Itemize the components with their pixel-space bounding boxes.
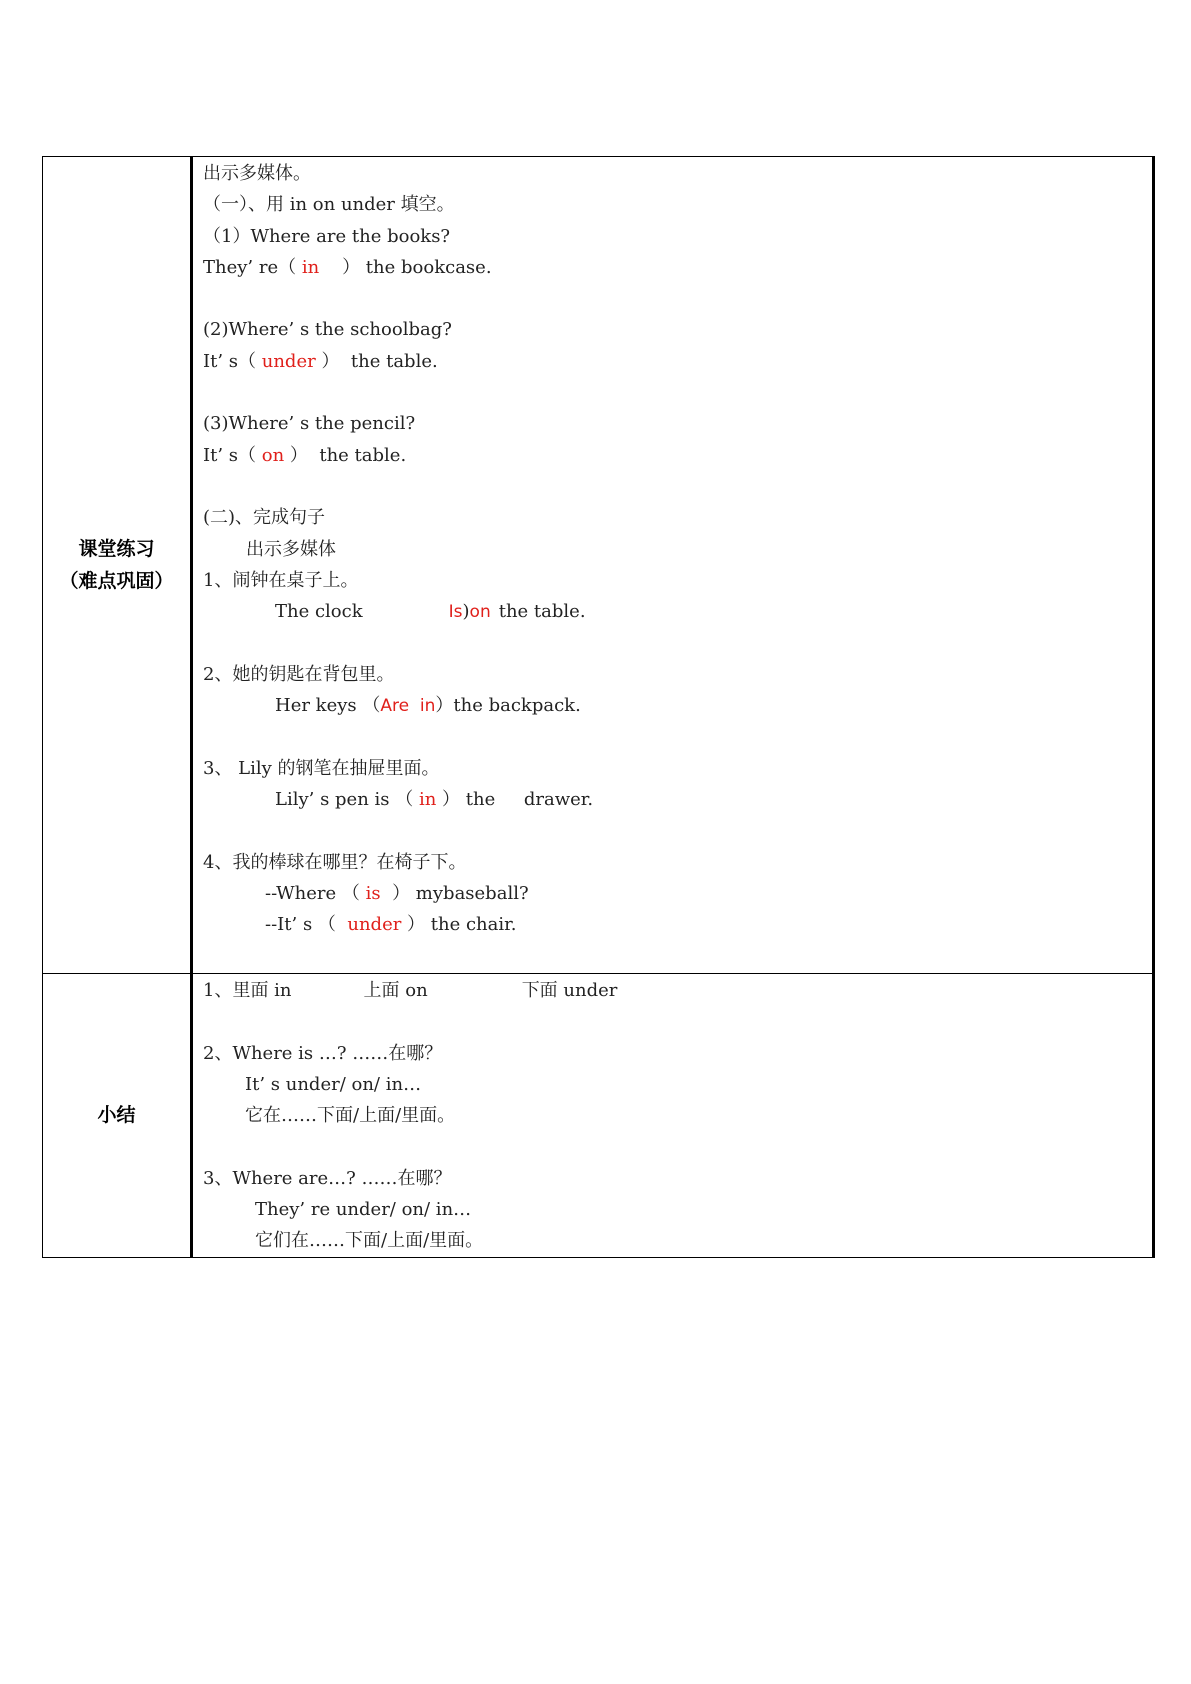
sentence-3-chinese: 3、 Lily 的钢笔在抽屉里面。 — [203, 757, 440, 779]
practice-intro: 出示多媒体。 — [203, 163, 311, 184]
sentence-4-answer-suffix: ） the chair. — [401, 914, 517, 936]
practice-label-subtitle: （难点巩固） — [59, 570, 174, 592]
answer-3-fill: on — [261, 444, 285, 466]
answer-3-suffix: ） the table. — [284, 444, 407, 466]
sentence-3-english — [203, 784, 1152, 815]
summary-label-cell — [43, 974, 192, 1258]
answer-line-2 — [203, 346, 1152, 377]
sentence-4-answer-fill: under — [347, 914, 402, 936]
sentence-4-question-prefix: --Where （ — [265, 882, 366, 904]
summary-line-4: 它在……下面/上面/里面。 — [245, 1105, 456, 1127]
lesson-plan-table — [42, 156, 1155, 1258]
summary-content — [193, 974, 1152, 1257]
summary-content-cell — [192, 974, 1154, 1258]
summary-in: 1、里面 in — [203, 980, 292, 1001]
summary-line-5: 3、Where are…? ……在哪？ — [203, 1167, 452, 1189]
sentence-2-chinese: 2、她的钥匙在背包里。 — [203, 663, 395, 685]
part2-intro: 出示多媒体 — [246, 538, 336, 560]
sentence-1-prefix: The clock — [275, 601, 363, 623]
blank-line — [203, 471, 1152, 502]
sentence-3-suffix: ） the drawer. — [436, 788, 594, 810]
answer-line-1 — [203, 252, 1152, 283]
practice-content-cell — [192, 157, 1154, 974]
blank-line — [203, 1006, 1152, 1037]
sentence-4-answer — [203, 909, 1152, 940]
answer-line-3 — [203, 440, 1152, 471]
summary-row — [43, 974, 1154, 1258]
summary-line-6: They’ re under/ on/ in… — [255, 1199, 472, 1221]
summary-line-3: It’ s under/ on/ in… — [245, 1073, 422, 1095]
practice-content — [193, 157, 1152, 940]
summary-on: 上面 on — [363, 980, 428, 1001]
sentence-3-prefix: Lily’ s pen is （ — [275, 788, 419, 810]
sentence-2-suffix: ）the backpack. — [435, 695, 581, 717]
sentence-4-question-suffix: ） mybaseball? — [380, 882, 529, 904]
blank-line — [203, 1131, 1152, 1162]
sentence-2-english — [203, 690, 1152, 721]
blank-line — [203, 815, 1152, 846]
sentence-3-fill: in — [418, 788, 437, 810]
answer-2-prefix: It’ s（ — [203, 350, 262, 372]
summary-under: 下面 under — [521, 980, 618, 1001]
blank-line — [203, 283, 1152, 314]
summary-line-2: 2、Where is …? ……在哪？ — [203, 1042, 443, 1064]
summary-line-7: 它们在……下面/上面/里面。 — [255, 1230, 484, 1252]
practice-label-cell — [43, 157, 192, 974]
part2-title: (二)、完成句子 — [203, 507, 326, 529]
sentence-1-fill-on: on — [469, 602, 491, 623]
summary-label: 小结 — [97, 1104, 136, 1127]
sentence-1-chinese: 1、闹钟在桌子上。 — [203, 569, 359, 591]
blank-line — [203, 627, 1152, 658]
summary-line-1 — [203, 975, 1152, 1006]
practice-row — [43, 157, 1154, 974]
sentence-4-question-fill: is — [365, 882, 381, 904]
sentence-2-fill: Are in — [380, 696, 436, 717]
sentence-4-answer-prefix: --It’ s （ — [265, 914, 348, 936]
answer-1-fill: in — [301, 256, 320, 278]
sentence-4-chinese: 4、我的棒球在哪里？在椅子下。 — [203, 851, 467, 873]
question-3: (3)Where’ s the pencil? — [203, 413, 416, 435]
answer-2-fill: under — [261, 350, 316, 372]
sentence-1-paren: ) — [462, 601, 470, 623]
blank-line — [203, 721, 1152, 752]
question-2: (2)Where’ s the schoolbag? — [203, 319, 452, 341]
sentence-2-prefix: Her keys （ — [275, 695, 381, 717]
part1-title: （一）、用 in on under 填空。 — [203, 194, 455, 216]
question-1: （1）Where are the books? — [203, 225, 451, 247]
sentence-1-suffix: the table. — [498, 601, 586, 623]
sentence-1-fill-is: Is — [448, 602, 463, 623]
practice-label-title: 课堂练习 — [78, 538, 155, 560]
answer-2-suffix: ） the table. — [315, 350, 438, 372]
sentence-4-question — [203, 878, 1152, 909]
answer-1-suffix: ） the bookcase. — [319, 256, 492, 278]
answer-1-prefix: They’ re（ — [203, 256, 302, 278]
sentence-1-english — [203, 596, 1152, 627]
answer-3-prefix: It’ s（ — [203, 444, 262, 466]
blank-line — [203, 377, 1152, 408]
